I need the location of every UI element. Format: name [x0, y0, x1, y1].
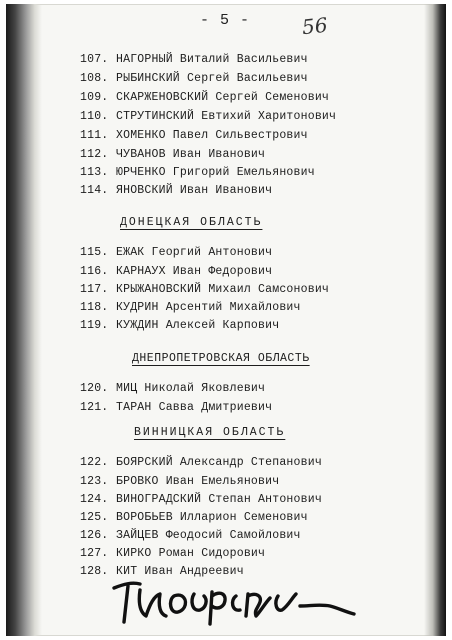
list-entry: 118. КУДРИН Арсентий Михайлович	[80, 301, 301, 314]
handwritten-signature	[110, 566, 360, 626]
scan-left-shadow	[6, 4, 42, 636]
list-entry: 120. МИЦ Николай Яковлевич	[80, 382, 266, 395]
section-heading-vinnitsa: ВИННИЦКАЯ ОБЛАСТЬ	[134, 426, 286, 439]
page-number: - 5 -	[200, 12, 251, 29]
list-entry: 111. ХОМЕНКО Павел Сильвестрович	[80, 129, 308, 142]
list-entry: 110. СТРУТИНСКИЙ Евтихий Харитонович	[80, 110, 337, 123]
list-entry: 117. КРЫЖАНОВСКИЙ Михаил Самсонович	[80, 283, 330, 296]
archive-sheet-number: 56	[300, 12, 329, 40]
section-heading-dnepropetrovsk: ДНЕПРОПЕТРОВСКАЯ ОБЛАСТЬ	[132, 352, 310, 365]
list-entry: 124. ВИНОГРАДСКИЙ Степан Антонович	[80, 493, 322, 506]
list-entry: 121. ТАРАН Савва Дмитриевич	[80, 401, 273, 414]
list-entry: 125. ВОРОБЬЕВ Илларион Семенович	[80, 511, 308, 524]
list-entry: 113. ЮРЧЕНКО Григорий Емельянович	[80, 166, 315, 179]
list-entry: 107. НАГОРНЫЙ Виталий Васильевич	[80, 53, 308, 66]
list-entry: 114. ЯНОВСКИЙ Иван Иванович	[80, 184, 273, 197]
list-entry: 108. РЫБИНСКИЙ Сергей Васильевич	[80, 72, 308, 85]
list-entry: 116. КАРНАУХ Иван Федорович	[80, 265, 273, 278]
list-entry: 109. СКАРЖЕНОВСКИЙ Сергей Семенович	[80, 91, 330, 104]
list-entry: 123. БРОВКО Иван Емельянович	[80, 475, 280, 488]
list-entry: 112. ЧУВАНОВ Иван Иванович	[80, 148, 266, 161]
section-heading-donetsk: ДОНЕЦКАЯ ОБЛАСТЬ	[120, 216, 263, 229]
list-entry: 127. КИРКО Роман Сидорович	[80, 547, 266, 560]
scan-right-shadow	[424, 4, 446, 636]
list-entry: 122. БОЯРСКИЙ Александр Степанович	[80, 456, 322, 469]
list-entry: 115. ЕЖАК Георгий Антонович	[80, 246, 273, 259]
list-entry: 128. КИТ Иван Андреевич	[80, 565, 244, 578]
list-entry: 126. ЗАЙЦЕВ Феодосий Самойлович	[80, 529, 301, 542]
list-entry: 119. КУЖДИН Алексей Карпович	[80, 319, 280, 332]
